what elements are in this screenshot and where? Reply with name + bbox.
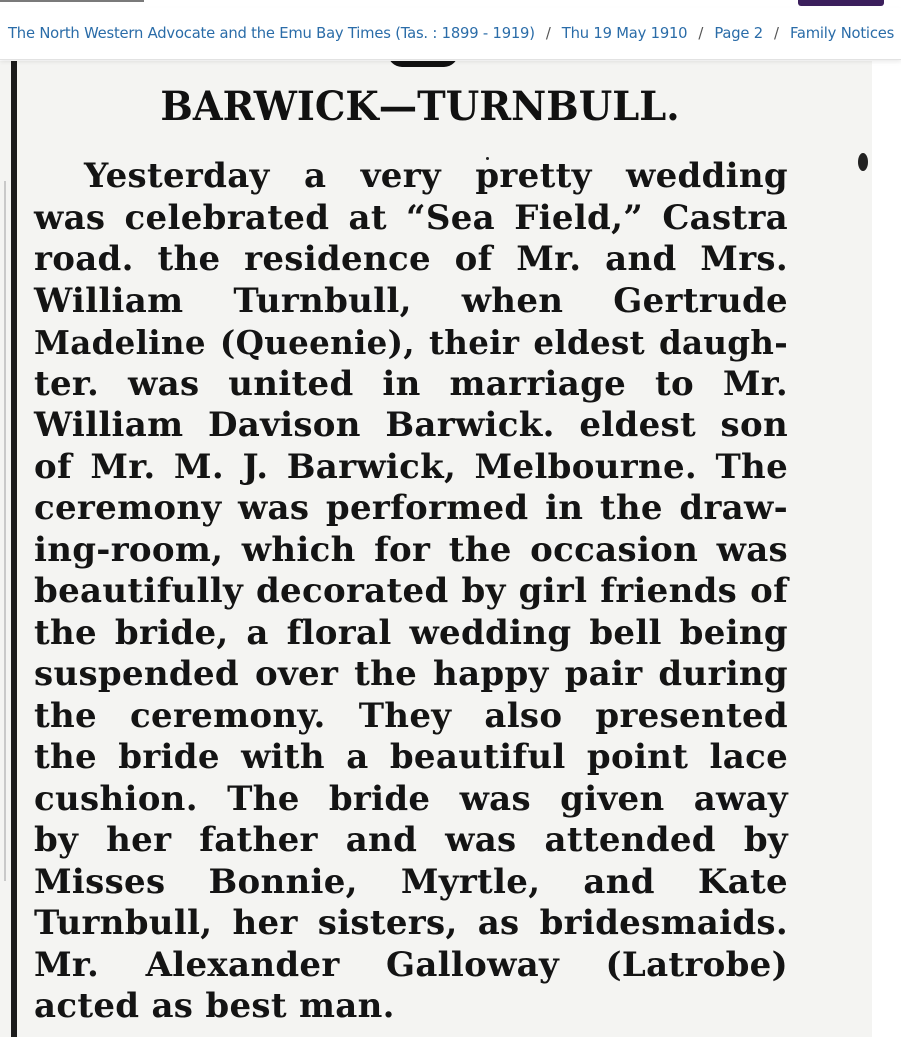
article-line: of Mr. M. J. Barwick, Melbourne. The xyxy=(34,446,788,487)
article-line: Turnbull, her sisters, as bridesmaids. xyxy=(34,903,788,943)
breadcrumb-separator: / xyxy=(545,25,551,42)
article-line: suspended over the happy pair during xyxy=(34,654,788,694)
article-line: ter. was united in marriage to Mr. xyxy=(34,363,788,404)
breadcrumb-separator: / xyxy=(698,25,704,42)
breadcrumb-page[interactable]: Page 2 xyxy=(714,25,763,42)
viewer-right-margin xyxy=(872,61,901,1037)
article-line: Yesterday a very pretty wedding xyxy=(84,156,788,196)
article-line: was celebrated at “Sea Field,” Castra xyxy=(34,197,788,238)
article-line: cushion. The bride was given away xyxy=(34,778,788,819)
article-line: the bride, a floral wedding bell being xyxy=(34,612,788,653)
newspaper-scan[interactable] xyxy=(0,61,872,1037)
breadcrumb-newspaper-title[interactable]: The North Western Advocate and the Emu Bay Times (Tas. : 1899 - 1919) xyxy=(8,25,535,42)
decorative-ornament xyxy=(388,61,458,67)
article-line: Mr. Alexander Galloway (Latrobe) xyxy=(34,944,788,985)
top-chrome-strip xyxy=(0,0,901,8)
accent-button[interactable] xyxy=(798,0,884,6)
article-line: William Davison Barwick. eldest son xyxy=(34,405,788,445)
article-line: the bride with a beautiful point lace xyxy=(34,737,788,777)
article-line: ing-room, which for the occasion was xyxy=(34,529,788,570)
article-line: road. the residence of Mr. and Mrs. xyxy=(34,239,788,279)
article-image-viewer[interactable] xyxy=(0,61,901,1037)
breadcrumb xyxy=(0,8,901,60)
article-line: acted as best man. xyxy=(34,986,395,1026)
article-line: by her father and was attended by xyxy=(34,820,788,860)
column-rule xyxy=(11,61,17,1037)
article-body xyxy=(34,156,788,1028)
article-line: Misses Bonnie, Myrtle, and Kate xyxy=(34,861,788,902)
breadcrumb-separator: / xyxy=(773,25,779,42)
article-line: beautifully decorated by girl friends of xyxy=(34,571,788,611)
article-line: ceremony was performed in the draw- xyxy=(34,488,788,528)
print-speck xyxy=(858,153,868,171)
article-line: William Turnbull, when Gertrude xyxy=(34,280,788,321)
active-tab-indicator xyxy=(0,0,144,2)
article-line: the ceremony. They also presented xyxy=(34,695,788,736)
breadcrumb-issue-date[interactable]: Thu 19 May 1910 xyxy=(561,25,688,42)
breadcrumb-category[interactable]: Family Notices xyxy=(789,25,895,42)
column-edge xyxy=(4,181,6,881)
article-headline: BARWICK—TURNBULL. xyxy=(160,83,680,130)
article-line: Madeline (Queenie), their eldest daugh- xyxy=(34,323,788,362)
